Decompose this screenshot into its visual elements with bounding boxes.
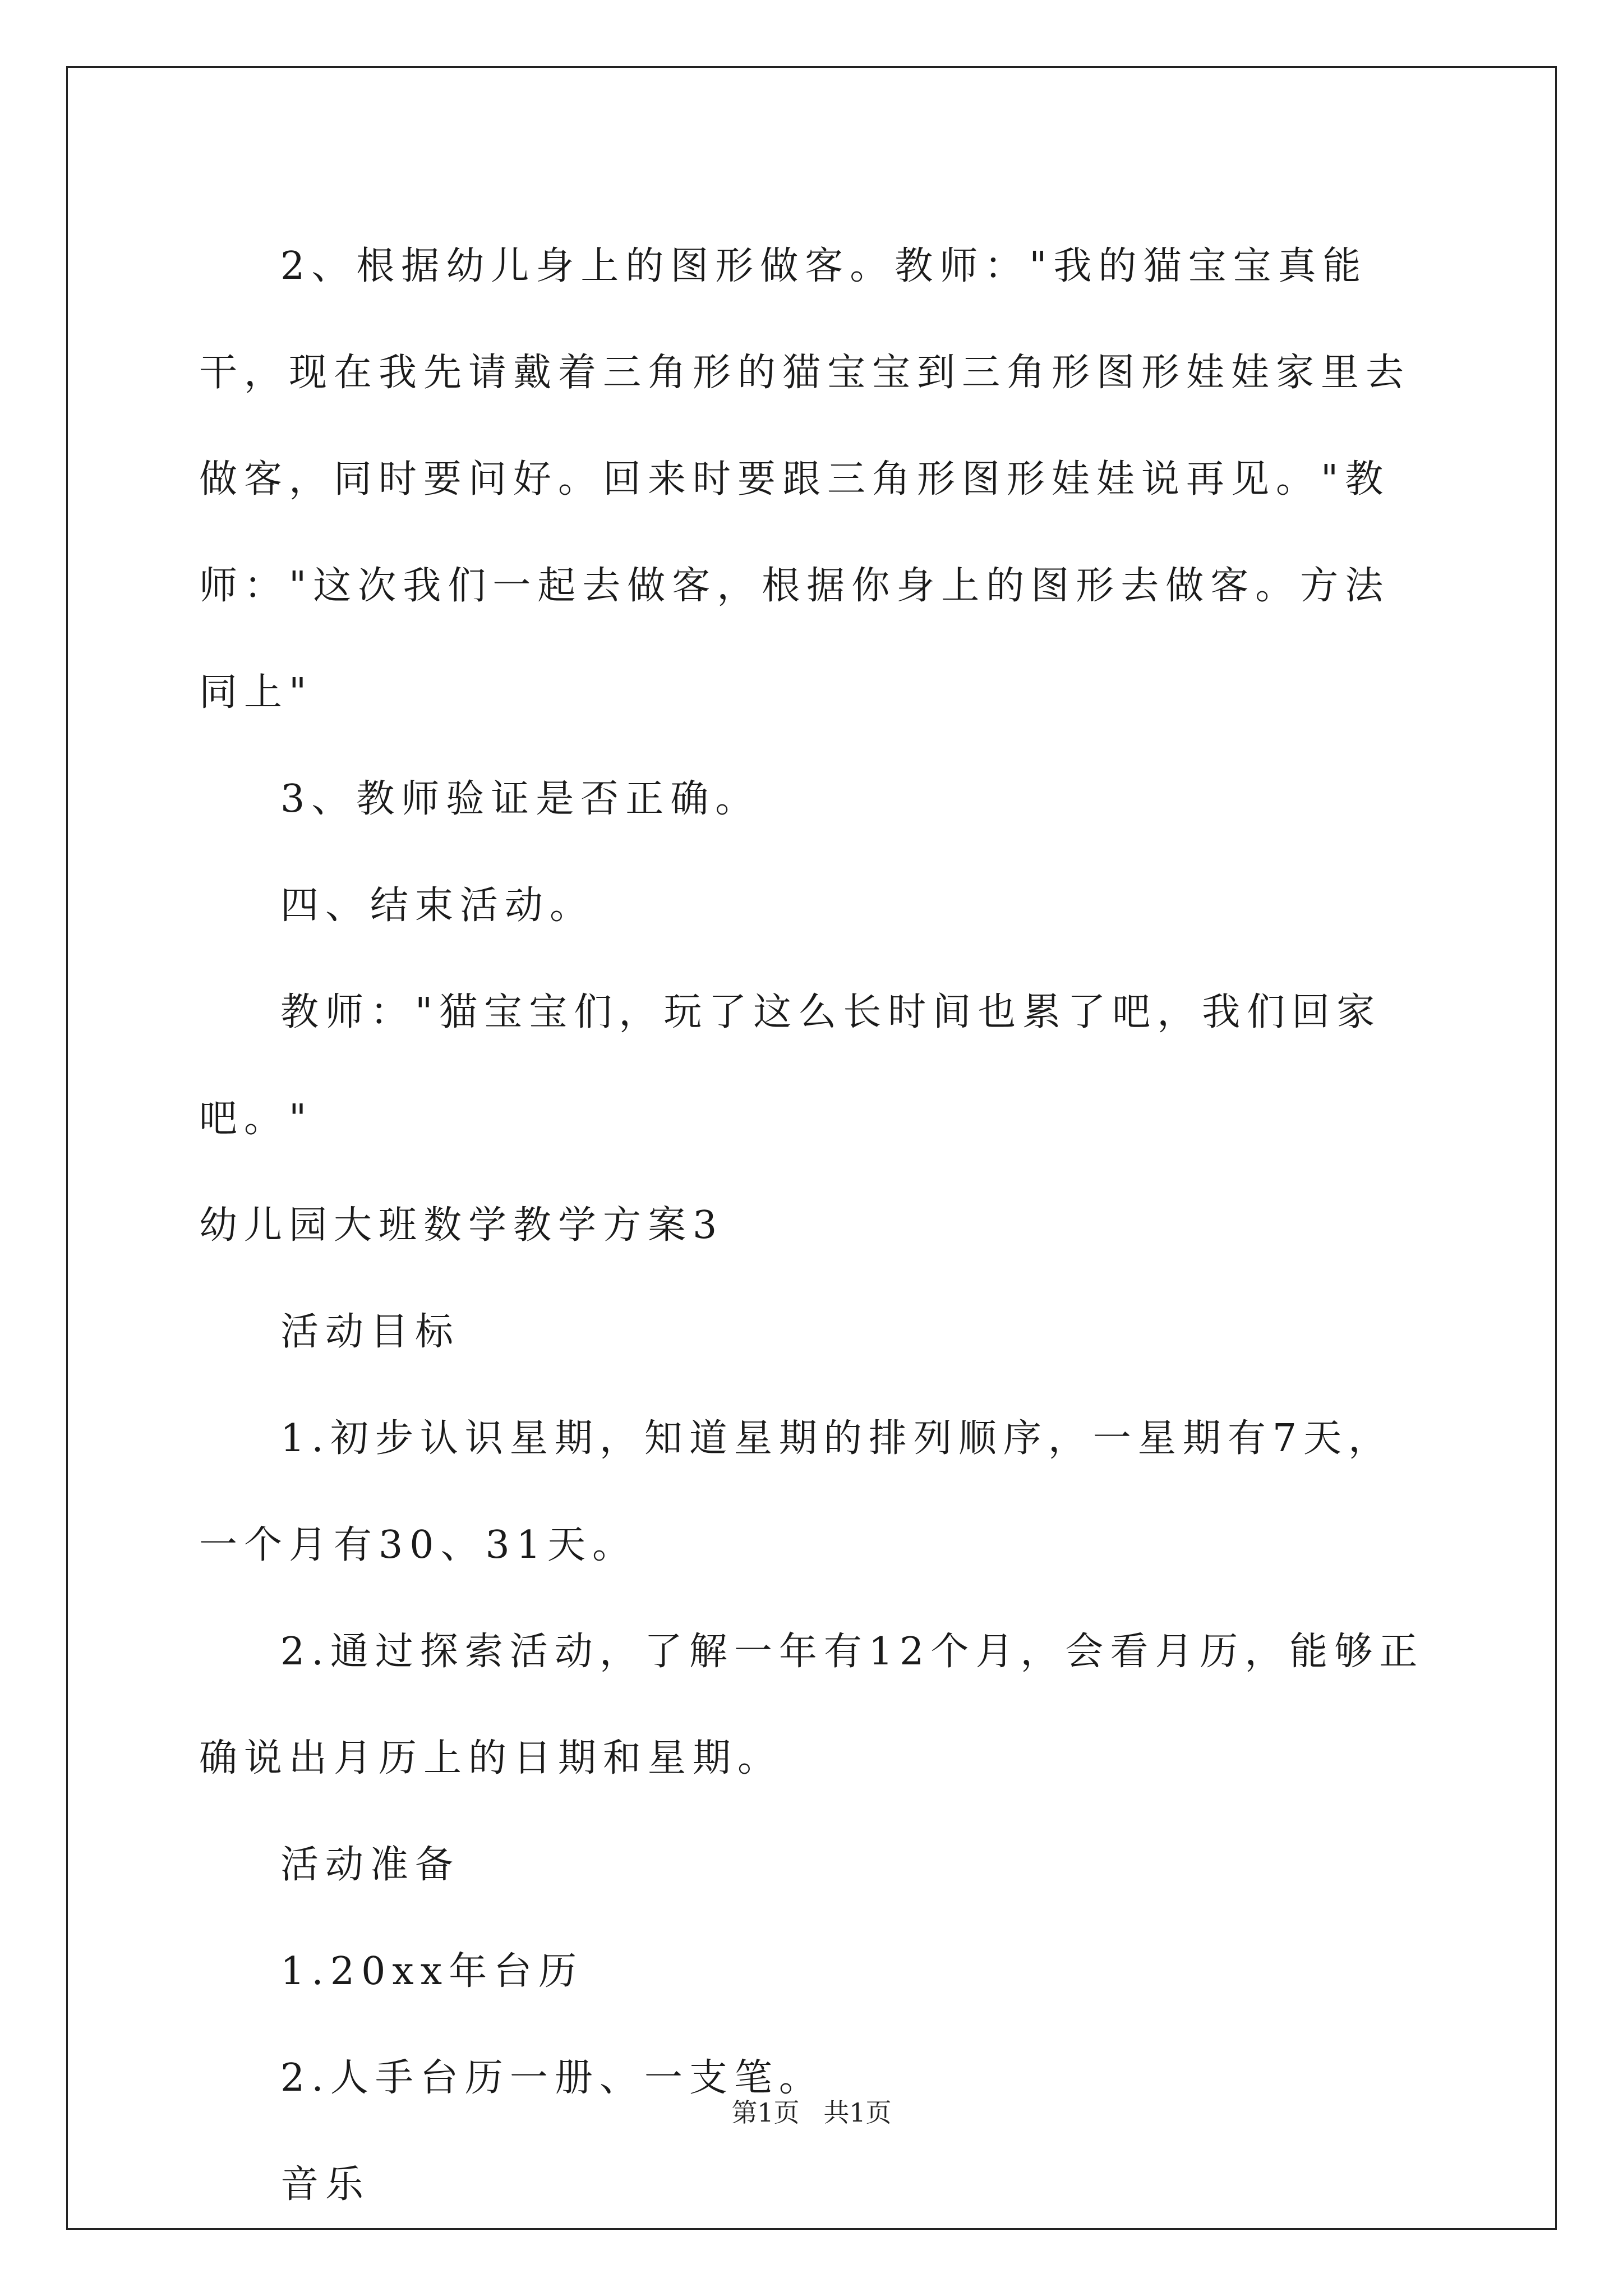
- prep-item-1: 1.20xx年台历: [280, 1949, 584, 1994]
- page-footer: [0, 2092, 1623, 2129]
- paragraph-step-3: 3、教师验证是否正确。: [280, 777, 760, 821]
- goal-item-1: 1.初步认识星期，知道星期的排列顺序，一星期有7天，一个月有30、31天。: [199, 1416, 1394, 1567]
- page-total: 共1页: [823, 2097, 892, 2128]
- paragraph-step-2: 2、根据幼儿身上的图形做客。教师："我的猫宝宝真能干，现在我先请戴着三角形的猫宝宝到三角形图形娃娃家里去做客，同时要问好。回来时要跟三角形图形娃娃说再见。"教师："这次我们一起去做客，根据你身上的图形去做客。方法同上": [199, 244, 1411, 715]
- page-number: 第1页: [731, 2097, 800, 2128]
- document-body: [199, 213, 1433, 2238]
- heading-activity-goals: 活动目标: [280, 1310, 460, 1354]
- paragraph-teacher-closing: 教师："猫宝宝们，玩了这么长时间也累了吧，我们回家吧。": [199, 990, 1382, 1141]
- plan-title: 幼儿园大班数学教学方案3: [199, 1203, 724, 1248]
- prep-item-music: 音乐: [280, 2162, 371, 2207]
- prep-item-2: 2.人手台历一册、一支笔。: [280, 2056, 824, 2100]
- heading-activity-prep: 活动准备: [280, 1843, 460, 1887]
- paragraph-section-4: 四、结束活动。: [280, 884, 595, 928]
- goal-item-2: 2.通过探索活动，了解一年有12个月，会看月历，能够正确说出月历上的日期和星期。: [199, 1630, 1424, 1780]
